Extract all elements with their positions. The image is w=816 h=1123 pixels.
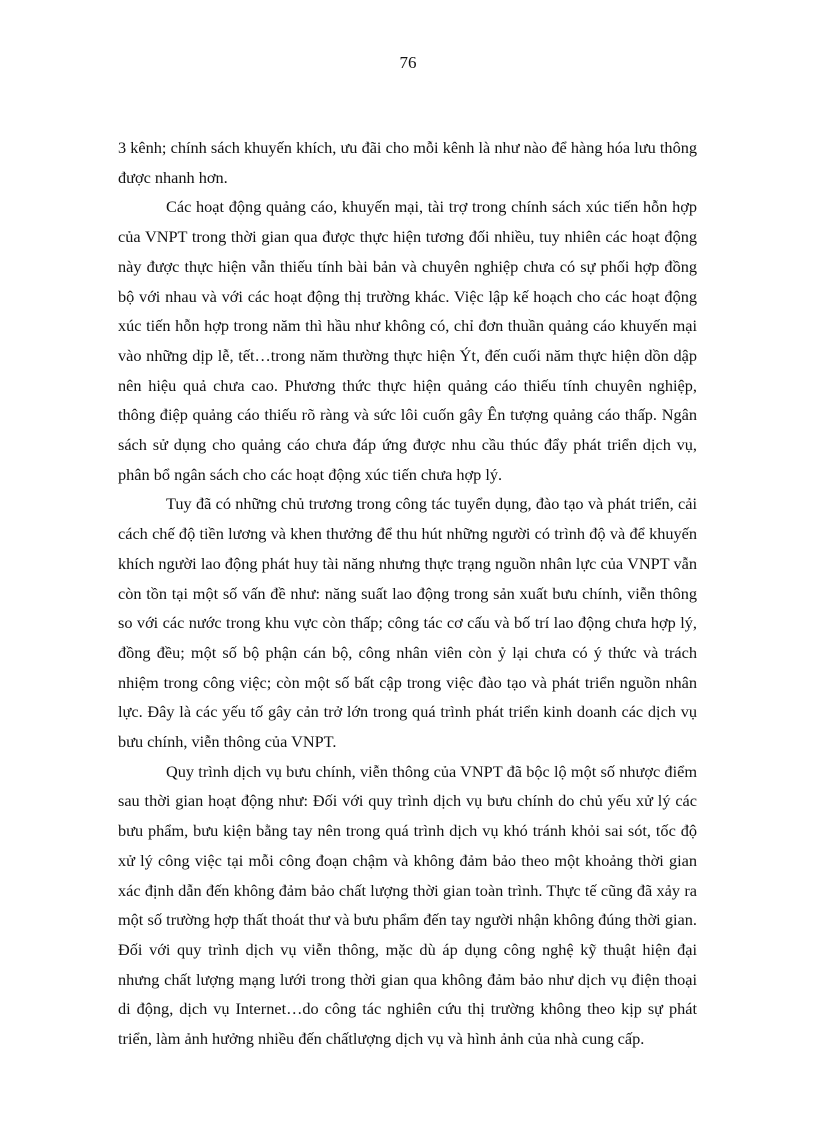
document-body bbox=[118, 133, 697, 1054]
paragraph-4: Quy trình dịch vụ bưu chính, viễn thông của VNPT đã bộc lộ một số nhược điểm sau thời gian hoạt động như: Đối với quy trình dịch vụ bưu chính do chủ yếu xử lý các bưu phẩm, bưu kiện bằng tay nên trong quá trình dịch vụ khó tránh khỏi sai sót, tốc độ xử lý công việc tại mỗi công đoạn chậm và không đảm bảo theo một khoảng thời gian xác định dẫn đến không đảm bảo chất lượng thời gian toàn trình. Thực tế cũng đã xảy ra một số trường hợp thất thoát thư và bưu phẩm đến tay người nhận không đúng thời gian. Đối với quy trình dịch vụ viễn thông, mặc dù áp dụng công nghệ kỹ thuật hiện đại nhưng chất lượng mạng lưới trong thời gian qua không đảm bảo như dịch vụ điện thoại di động, dịch vụ Internet…do công tác nghiên cứu thị trường không theo kịp sự phát triển, làm ảnh hưởng nhiều đến chấtlượng dịch vụ và hình ảnh của nhà cung cấp. bbox=[118, 761, 697, 1049]
paragraph-2: Các hoạt động quảng cáo, khuyến mại, tài trợ trong chính sách xúc tiến hỗn hợp của VNPT trong thời gian qua được thực hiện tương đối nhiều, tuy nhiên các hoạt động này được thực hiện vẫn thiếu tính bài bản và chuyên nghiệp chưa có sự phối hợp đồng bộ với nhau và với các hoạt động thị trường khác. Việc lập kế hoạch cho các hoạt động xúc tiến hỗn hợp trong năm thì hầu như không có, chỉ đơn thuần quảng cáo khuyến mại vào những dịp lễ, tết…trong năm thường thực hiện Ýt, đến cuối năm thực hiện dồn dập nên hiệu quả chưa cao. Phương thức thực hiện quảng cáo thiếu tính chuyên nghiệp, thông điệp quảng cáo thiếu rõ ràng và sức lôi cuốn gây Ên tượng quảng cáo thấp. Ngân sách sử dụng cho quảng cáo chưa đáp ứng được nhu cầu thúc đẩy phát triển dịch vụ, phân bổ ngân sách cho các hoạt động xúc tiến chưa hợp lý. bbox=[118, 197, 697, 484]
page-number: 76 bbox=[399, 53, 417, 72]
paragraph-1: 3 kênh; chính sách khuyến khích, ưu đãi cho mỗi kênh là như nào để hàng hóa lưu thông được nhanh hơn. bbox=[118, 138, 697, 187]
paragraph-3: Tuy đã có những chủ trương trong công tác tuyển dụng, đào tạo và phát triển, cải cách chế độ tiền lương và khen thưởng để thu hút những người có trình độ và để khuyến khích người lao động phát huy tài năng nhưng thực trạng nguồn nhân lực của VNPT vẫn còn tồn tại một số vấn đề như: năng suất lao động trong sản xuất bưu chính, viễn thông so với các nước trong khu vực còn thấp; công tác cơ cấu và bố trí lao động chưa hợp lý, đồng đều; một số bộ phận cán bộ, công nhân viên còn ỷ lại chưa có ý thức và trách nhiệm trong công việc; còn một số bất cập trong việc đào tạo và phát triển nguồn nhân lực. Đây là các yếu tố gây cản trở lớn trong quá trình phát triển kinh doanh các dịch vụ bưu chính, viễn thông của VNPT. bbox=[118, 494, 697, 752]
